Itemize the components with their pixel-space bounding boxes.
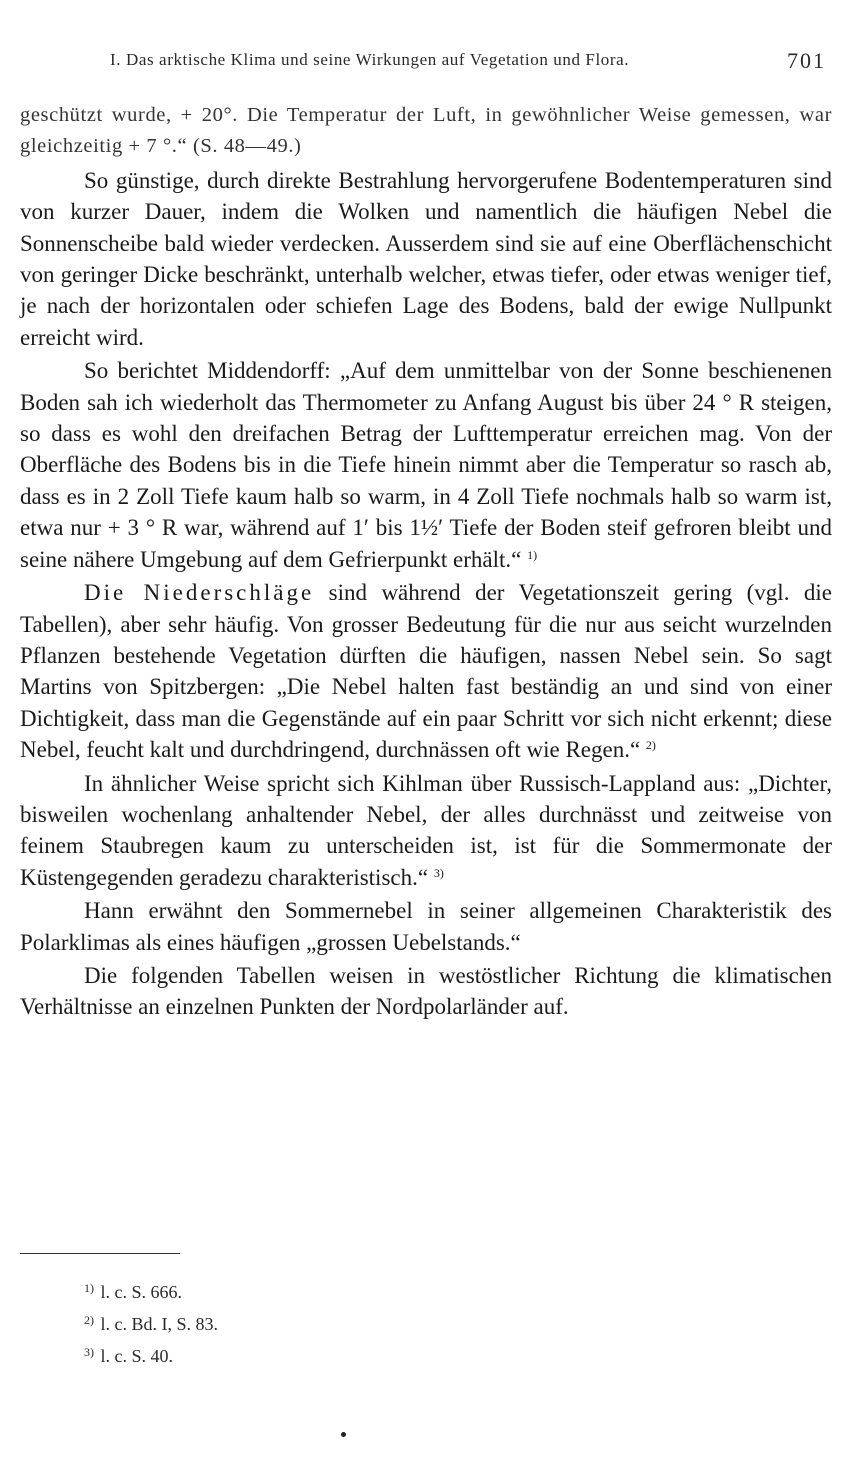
paragraph-text: So berichtet Middendorff: „Auf dem unmittelbar von der Sonne beschienenen Boden sah ich wiederholt das Thermometer zu Anfang August bis über 24 ° R steigen, so dass es wohl den dreifachen Betrag der Lufttemperatur erreichen mag. Von der Oberfläche des Bodens bis in die Tiefe hinein nimmt aber die Temperatur so rasch ab, dass es in 2 Zoll Tiefe kaum halb so warm, in 4 Zoll Tiefe nochmals halb so warm ist, etwa nur + 3 ° R war, während auf 1′ bis 1½′ Tiefe der Boden steif gefroren bleibt und seine nähere Umgebung auf dem Gefrierpunkt erhält.“ (20, 358, 832, 572)
footnote (84, 1306, 218, 1338)
paragraph-lead: Die Niederschläge (84, 580, 315, 606)
footnote-mark: 3) (84, 1345, 94, 1359)
paragraph-text: So günstige, durch direkte Bestrahlung hervorgerufene Bodentemperaturen sind von kurzer Dauer, indem die Wolken und namentlich die häufigen Nebel die Sonnenscheibe bald wieder verdecken. Ausserdem sind sie auf eine Oberflächenschicht von geringer Dicke beschränkt, unterhalb welcher, etwas tiefer, oder etwas weniger tief, je nach der horizontalen oder schiefen Lage des Bodens, bald der ewige Nullpunkt erreicht wird. (20, 167, 832, 350)
paragraph (20, 895, 832, 958)
footnote-mark: 2) (84, 1313, 94, 1327)
paragraph (20, 768, 832, 894)
paragraph-text: Die folgenden Tabellen weisen in westöstlicher Richtung die klimatischen Verhältnisse an einzelnen Punkten der Nordpolarländer auf. (20, 962, 832, 1020)
footnotes (84, 1274, 218, 1370)
print-speck (341, 1432, 346, 1437)
page-number: 701 (787, 48, 826, 73)
footnote-text: l. c. S. 666. (100, 1282, 183, 1302)
paragraph (20, 577, 832, 765)
footnote-divider (20, 1253, 180, 1254)
paragraph-text: geschützt wurde, + 20°. Die Temperatur der Luft, in gewöhnlicher Weise gemessen, war gleichzeitig + 7 °.“ (S. 48—49.) (20, 104, 832, 158)
paragraph (20, 960, 832, 1023)
paragraph-text: Hann erwähnt den Sommernebel in seiner allgemeinen Charakteristik des Polarklimas als eines häufigen „grossen Uebelstands.“ (20, 898, 832, 955)
footnote-text: l. c. Bd. I, S. 83. (100, 1314, 219, 1334)
paragraph-text: sind während der Vegetationszeit gering (vgl. die Tabellen), aber sehr häufig. Von grosser Bedeutung für die nur aus seicht wurzelnden Pflanzen bestehende Vegetation dürften die häufigen, nassen Nebel sein. So sagt Martins von Spitzbergen: „Die Nebel halten fast beständig an und sind von einer Dichtigkeit, dass man die Gegenstände auf ein paar Schritt vor sich nicht erkennt; diese Nebel, feucht kalt und durchdringend, durchnässen oft wie Regen.“ (20, 580, 832, 763)
paragraph-continuation (20, 100, 832, 163)
paragraph (20, 165, 832, 353)
footnote (84, 1338, 218, 1370)
header-title: I. Das arktische Klima und seine Wirkungen auf Vegetation und Flora. (110, 50, 630, 69)
footnote-reference: 2) (645, 738, 656, 753)
running-header (20, 48, 830, 78)
footnote-reference: 3) (433, 865, 444, 880)
paragraph (20, 355, 832, 575)
footnote-mark: 1) (84, 1281, 94, 1295)
footnote-text: l. c. S. 40. (100, 1346, 174, 1366)
footnote-reference: 1) (527, 547, 538, 562)
paragraph-text: In ähnlicher Weise spricht sich Kihlman über Russisch-Lappland aus: „Dichter, bisweilen wochenlang anhaltender Nebel, der alles durchnässt und zeitweise von feinem Staubregen kaum zu unterscheiden ist, ist für die Sommermonate der Küstengegenden geradezu charakteristisch.“ (20, 770, 832, 890)
footnote (84, 1274, 218, 1306)
body-text (20, 100, 832, 1023)
